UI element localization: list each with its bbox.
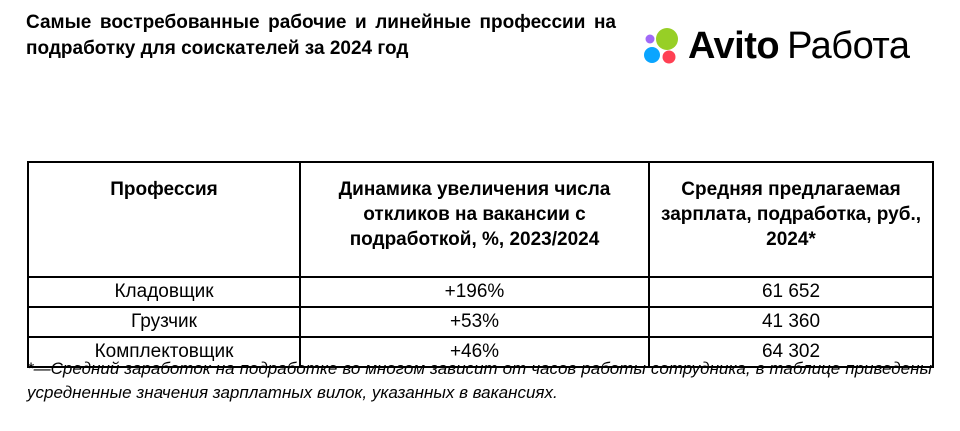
cell-salary: 61 652 — [649, 277, 933, 307]
table-row — [28, 277, 933, 307]
logo-product: Работа — [787, 25, 910, 67]
logo-wordmark — [688, 22, 910, 70]
avito-dots-icon — [642, 26, 682, 66]
professions-table — [27, 161, 934, 368]
logo-brand: Avito — [688, 25, 780, 67]
header-average-salary: Средняя предлагаемая зарплата, подработка, руб., 2024* — [649, 162, 933, 277]
logo-dot-green — [656, 28, 678, 50]
logo-dot-blue — [644, 47, 660, 63]
avito-logo — [642, 22, 910, 70]
table-row — [28, 307, 933, 337]
logo-dot-red — [663, 51, 676, 64]
logo-dot-purple — [646, 35, 655, 44]
cell-profession: Грузчик — [28, 307, 300, 337]
footnote: *—Средний заработок на подработке во многом зависит от часов работы сотрудника, в таблице приведены усредненные значения зарплатных вилок, указанных в вакансиях. — [27, 359, 932, 402]
header-profession: Профессия — [28, 162, 300, 277]
cell-salary: 64 302 — [649, 337, 933, 367]
cell-growth: +46% — [300, 337, 649, 367]
cell-profession: Кладовщик — [28, 277, 300, 307]
header-response-growth: Динамика увеличения числа откликов на вакансии с подработкой, %, 2023/2024 — [300, 162, 649, 277]
cell-salary: 41 360 — [649, 307, 933, 337]
cell-growth: +53% — [300, 307, 649, 337]
cell-profession: Комплектовщик — [28, 337, 300, 367]
cell-growth: +196% — [300, 277, 649, 307]
page-title: Самые востребованные рабочие и линейные профессии на подработку для соискателей за 2024 год — [26, 12, 616, 59]
table-header-row — [28, 162, 933, 277]
